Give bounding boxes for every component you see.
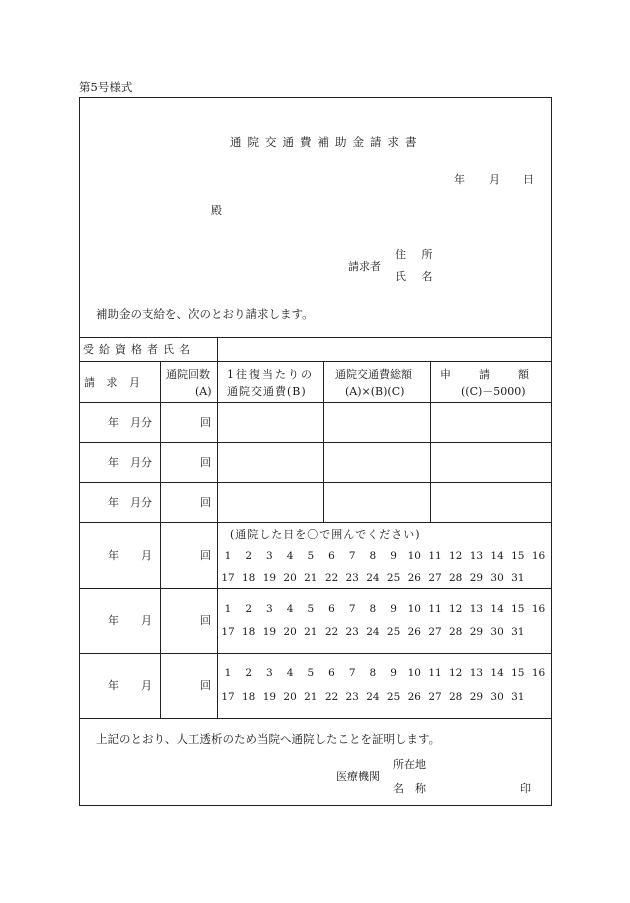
calendar-day[interactable]: 27 — [428, 626, 442, 638]
calendar-day[interactable]: 3 — [266, 550, 273, 562]
calendar-day[interactable]: 28 — [449, 572, 463, 584]
calendar-day[interactable]: 29 — [469, 691, 484, 703]
date-day-label: 日 — [523, 173, 534, 186]
calendar-day[interactable]: 3 — [266, 667, 273, 679]
row-divider — [79, 653, 552, 654]
claimant-address-label: 住 所 — [395, 248, 439, 261]
calendar-day[interactable]: 14 — [490, 667, 504, 679]
calendar-day[interactable]: 4 — [286, 667, 294, 679]
calendar-day[interactable]: 6 — [328, 603, 335, 615]
calendar-day[interactable]: 12 — [449, 550, 463, 562]
calendar-day[interactable]: 28 — [449, 626, 463, 638]
calendar-day[interactable]: 8 — [369, 603, 377, 615]
date-year-label: 年 — [454, 173, 465, 186]
calendar-day[interactable]: 1 — [224, 550, 232, 562]
calendar-day[interactable]: 29 — [469, 572, 484, 584]
calendar-day[interactable]: 17 — [221, 691, 235, 703]
calendar-day[interactable]: 20 — [283, 572, 297, 584]
calendar-day[interactable]: 20 — [283, 691, 297, 703]
calendar-day[interactable]: 9 — [390, 667, 397, 679]
calendar-day[interactable]: 5 — [307, 667, 315, 679]
header-claim-line2: ((C)－5000) — [461, 385, 526, 398]
calendar-day[interactable]: 18 — [242, 691, 256, 703]
calendar-day[interactable]: 23 — [345, 626, 359, 638]
calendar-day[interactable]: 14 — [490, 603, 504, 615]
row-divider — [79, 482, 552, 483]
calendar-day[interactable]: 16 — [531, 603, 546, 615]
addressee-honorific: 殿 — [211, 204, 222, 217]
calendar-day[interactable]: 17 — [221, 572, 235, 584]
row-divider — [79, 588, 552, 589]
calendar-day[interactable]: 27 — [428, 572, 442, 584]
calendar-day[interactable]: 7 — [348, 603, 356, 615]
calendar-day[interactable]: 7 — [348, 667, 356, 679]
calendar-day[interactable]: 24 — [366, 572, 380, 584]
header-claim-line1: 申 請 額 — [440, 368, 531, 381]
calendar-day[interactable]: 21 — [304, 691, 318, 703]
calendar-day[interactable]: 30 — [490, 691, 504, 703]
calendar-day[interactable]: 15 — [511, 667, 525, 679]
col-divider — [160, 361, 161, 718]
summary-count-unit: 回 — [200, 496, 211, 509]
calendar-day[interactable]: 10 — [407, 550, 421, 562]
calendar-day[interactable]: 27 — [428, 691, 442, 703]
form-number: 第5号様式 — [79, 80, 133, 94]
calendar-count-unit: 回 — [200, 614, 211, 627]
calendar-day[interactable]: 25 — [386, 691, 401, 703]
calendar-day[interactable]: 2 — [245, 667, 253, 679]
calendar-day[interactable]: 23 — [345, 691, 359, 703]
calendar-day[interactable]: 1 — [224, 603, 232, 615]
calendar-day[interactable]: 19 — [262, 691, 277, 703]
calendar-day[interactable]: 15 — [511, 550, 525, 562]
calendar-day[interactable]: 30 — [490, 572, 504, 584]
calendar-day[interactable]: 2 — [245, 603, 253, 615]
calendar-day[interactable]: 11 — [428, 603, 442, 615]
calendar-day[interactable]: 31 — [511, 626, 525, 638]
header-visits-line2: (A) — [195, 385, 212, 398]
calendar-day[interactable]: 14 — [490, 550, 504, 562]
calendar-day[interactable]: 25 — [386, 626, 401, 638]
calendar-day[interactable]: 17 — [221, 626, 235, 638]
calendar-count-unit: 回 — [200, 679, 211, 692]
calendar-day[interactable]: 13 — [469, 550, 484, 562]
calendar-day[interactable]: 5 — [307, 603, 315, 615]
calendar-count-unit: 回 — [200, 549, 211, 562]
claimant-name-label: 氏 名 — [395, 270, 439, 283]
calendar-note: (通院した日を〇で囲んでください) — [230, 528, 421, 541]
header-claim-month: 請 求 月 — [84, 376, 144, 389]
calendar-day[interactable]: 22 — [324, 691, 339, 703]
calendar-day[interactable]: 2 — [245, 550, 253, 562]
table-bottom-border — [79, 718, 552, 719]
col-divider — [430, 361, 431, 522]
certification-statement: 上記のとおり、人工透析のため当院へ通院したことを証明します。 — [96, 732, 441, 746]
calendar-day[interactable]: 6 — [328, 550, 335, 562]
calendar-day[interactable]: 22 — [324, 626, 339, 638]
calendar-day[interactable]: 31 — [511, 691, 525, 703]
form-title: 通院交通費補助金請求書 — [230, 135, 423, 149]
calendar-day[interactable]: 9 — [390, 603, 397, 615]
calendar-day[interactable]: 11 — [428, 550, 442, 562]
calendar-day[interactable]: 26 — [407, 691, 421, 703]
calendar-month: 年 月 — [108, 679, 152, 692]
summary-month: 年 月分 — [108, 496, 152, 509]
calendar-day[interactable]: 8 — [369, 667, 377, 679]
calendar-day[interactable]: 16 — [531, 550, 546, 562]
calendar-day[interactable]: 18 — [242, 626, 256, 638]
header-fare-line1: 1往復当たりの — [227, 368, 314, 381]
calendar-day[interactable]: 22 — [324, 572, 339, 584]
calendar-day[interactable]: 26 — [407, 572, 421, 584]
recipient-name-label: 受給資格者氏名 — [83, 343, 195, 356]
calendar-day[interactable]: 29 — [469, 626, 484, 638]
calendar-day[interactable]: 3 — [266, 603, 273, 615]
calendar-month: 年 月 — [108, 549, 152, 562]
calendar-day[interactable]: 1 — [224, 667, 232, 679]
col-divider — [217, 361, 218, 718]
calendar-day[interactable]: 23 — [345, 572, 359, 584]
calendar-day[interactable]: 31 — [511, 572, 525, 584]
date-month-label: 月 — [489, 173, 500, 186]
calendar-day[interactable]: 25 — [386, 572, 401, 584]
claimant-label: 請求者 — [348, 260, 381, 273]
calendar-day[interactable]: 28 — [449, 691, 463, 703]
calendar-day[interactable]: 5 — [307, 550, 315, 562]
calendar-day[interactable]: 4 — [286, 550, 294, 562]
row-divider — [79, 402, 552, 403]
institution-name-label: 名 称 — [393, 782, 426, 795]
calendar-day[interactable]: 10 — [407, 603, 421, 615]
calendar-day[interactable]: 20 — [283, 626, 297, 638]
calendar-day[interactable]: 26 — [407, 626, 421, 638]
row-divider — [79, 442, 552, 443]
calendar-day[interactable]: 30 — [490, 626, 504, 638]
calendar-day[interactable]: 7 — [348, 550, 356, 562]
calendar-day[interactable]: 10 — [407, 667, 421, 679]
calendar-day[interactable]: 16 — [531, 667, 546, 679]
calendar-day[interactable]: 6 — [328, 667, 335, 679]
header-fare-line2: 通院交通費(B) — [227, 385, 307, 398]
recipient-name-field[interactable] — [218, 338, 551, 361]
calendar-day[interactable]: 18 — [242, 572, 256, 584]
seal-label: 印 — [520, 782, 531, 795]
summary-month: 年 月分 — [108, 456, 152, 469]
calendar-day[interactable]: 11 — [428, 667, 442, 679]
col-divider — [323, 361, 324, 522]
summary-count-unit: 回 — [200, 456, 211, 469]
calendar-day[interactable]: 19 — [262, 572, 277, 584]
summary-month: 年 月分 — [108, 416, 152, 429]
calendar-day[interactable]: 4 — [286, 603, 294, 615]
row-divider — [79, 522, 552, 523]
calendar-day[interactable]: 24 — [366, 626, 380, 638]
row-divider — [79, 361, 552, 362]
calendar-day[interactable]: 21 — [304, 626, 318, 638]
calendar-day[interactable]: 9 — [390, 550, 397, 562]
calendar-day[interactable]: 8 — [369, 550, 377, 562]
institution-location-label: 所在地 — [393, 758, 426, 771]
summary-count-unit: 回 — [200, 416, 211, 429]
calendar-day[interactable]: 21 — [304, 572, 318, 584]
calendar-day[interactable]: 12 — [449, 603, 463, 615]
calendar-month: 年 月 — [108, 614, 152, 627]
calendar-day[interactable]: 15 — [511, 603, 525, 615]
calendar-day[interactable]: 19 — [262, 626, 277, 638]
header-total-line2: (A)×(B)(C) — [345, 385, 405, 398]
request-statement: 補助金の支給を、次のとおり請求します。 — [96, 307, 314, 321]
calendar-day[interactable]: 12 — [449, 667, 463, 679]
calendar-day[interactable]: 24 — [366, 691, 380, 703]
header-visits-line1: 通院回数 — [166, 368, 210, 381]
calendar-day[interactable]: 13 — [469, 667, 484, 679]
institution-label: 医療機関 — [336, 770, 380, 783]
calendar-day[interactable]: 13 — [469, 603, 484, 615]
header-total-line1: 通院交通費総額 — [335, 368, 412, 381]
